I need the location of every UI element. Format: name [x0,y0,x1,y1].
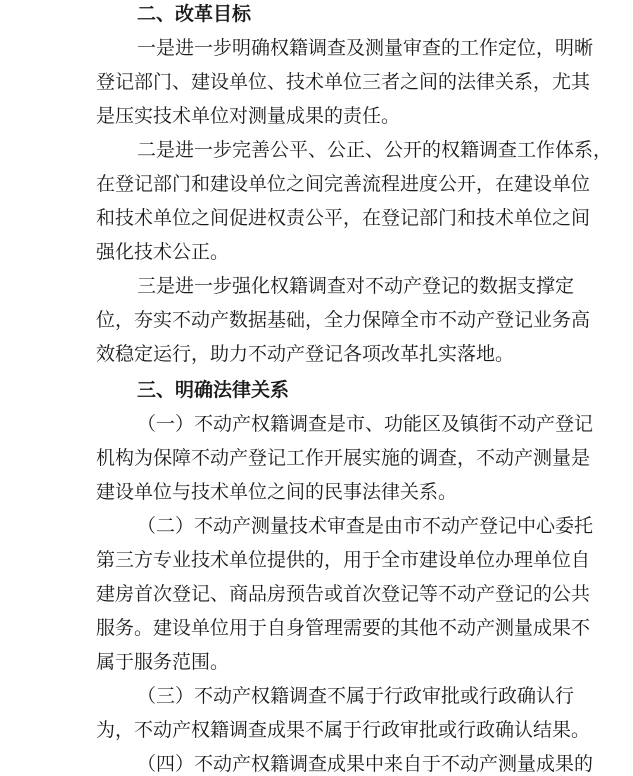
text-line: （三）不动产权籍调查不属于行政审批或行政确认行 [137,685,575,707]
text-line: 建设单位与技术单位之间的民事法律关系。 [96,481,458,503]
text-line: （二）不动产测量技术审查是由市不动产登记中心委托 [137,515,594,537]
section-heading-legal-relations: 三、明确法律关系 [137,379,290,401]
text-line: 属于服务范围。 [96,651,230,673]
text-line: 和技术单位之间促进权责公平，在登记部门和技术单位之间 [96,207,591,229]
text-line: 三是进一步强化权籍调查对不动产登记的数据支撑定 [137,275,575,297]
text-line: 为，不动产权籍调查成果不属于行政审批或行政确认结果。 [96,719,591,741]
section-heading-reform-goals: 二、改革目标 [137,3,252,25]
text-line: 在登记部门和建设单位之间完善流程进度公开，在建设单位 [96,173,591,195]
text-line: 一是进一步明确权籍调查及测量审查的工作定位，明晰 [137,37,594,59]
text-line: （一）不动产权籍调查是市、功能区及镇街不动产登记 [137,413,594,435]
text-line: 登记部门、建设单位、技术单位三者之间的法律关系，尤其 [96,71,591,93]
text-line: 建房首次登记、商品房预告或首次登记等不动产登记的公共 [96,583,591,605]
text-line: 第三方专业技术单位提供的，用于全市建设单位办理单位自 [96,549,591,571]
text-line: 效稳定运行，助力不动产登记各项改革扎实落地。 [96,343,515,365]
text-line: 是压实技术单位对测量成果的责任。 [96,105,401,127]
text-line: 位，夯实不动产数据基础，全力保障全市不动产登记业务高 [96,309,591,331]
text-line: 服务。建设单位用于自身管理需要的其他不动产测量成果不 [96,617,591,639]
text-line: 强化技术公正。 [96,241,230,263]
text-line: 二是进一步完善公平、公正、公开的权籍调查工作体系， [137,139,613,161]
text-line: 机构为保障不动产登记工作开展实施的调查，不动产测量是 [96,447,591,469]
text-line: （四）不动产权籍调查成果中来自于不动产测量成果的 [137,753,594,775]
